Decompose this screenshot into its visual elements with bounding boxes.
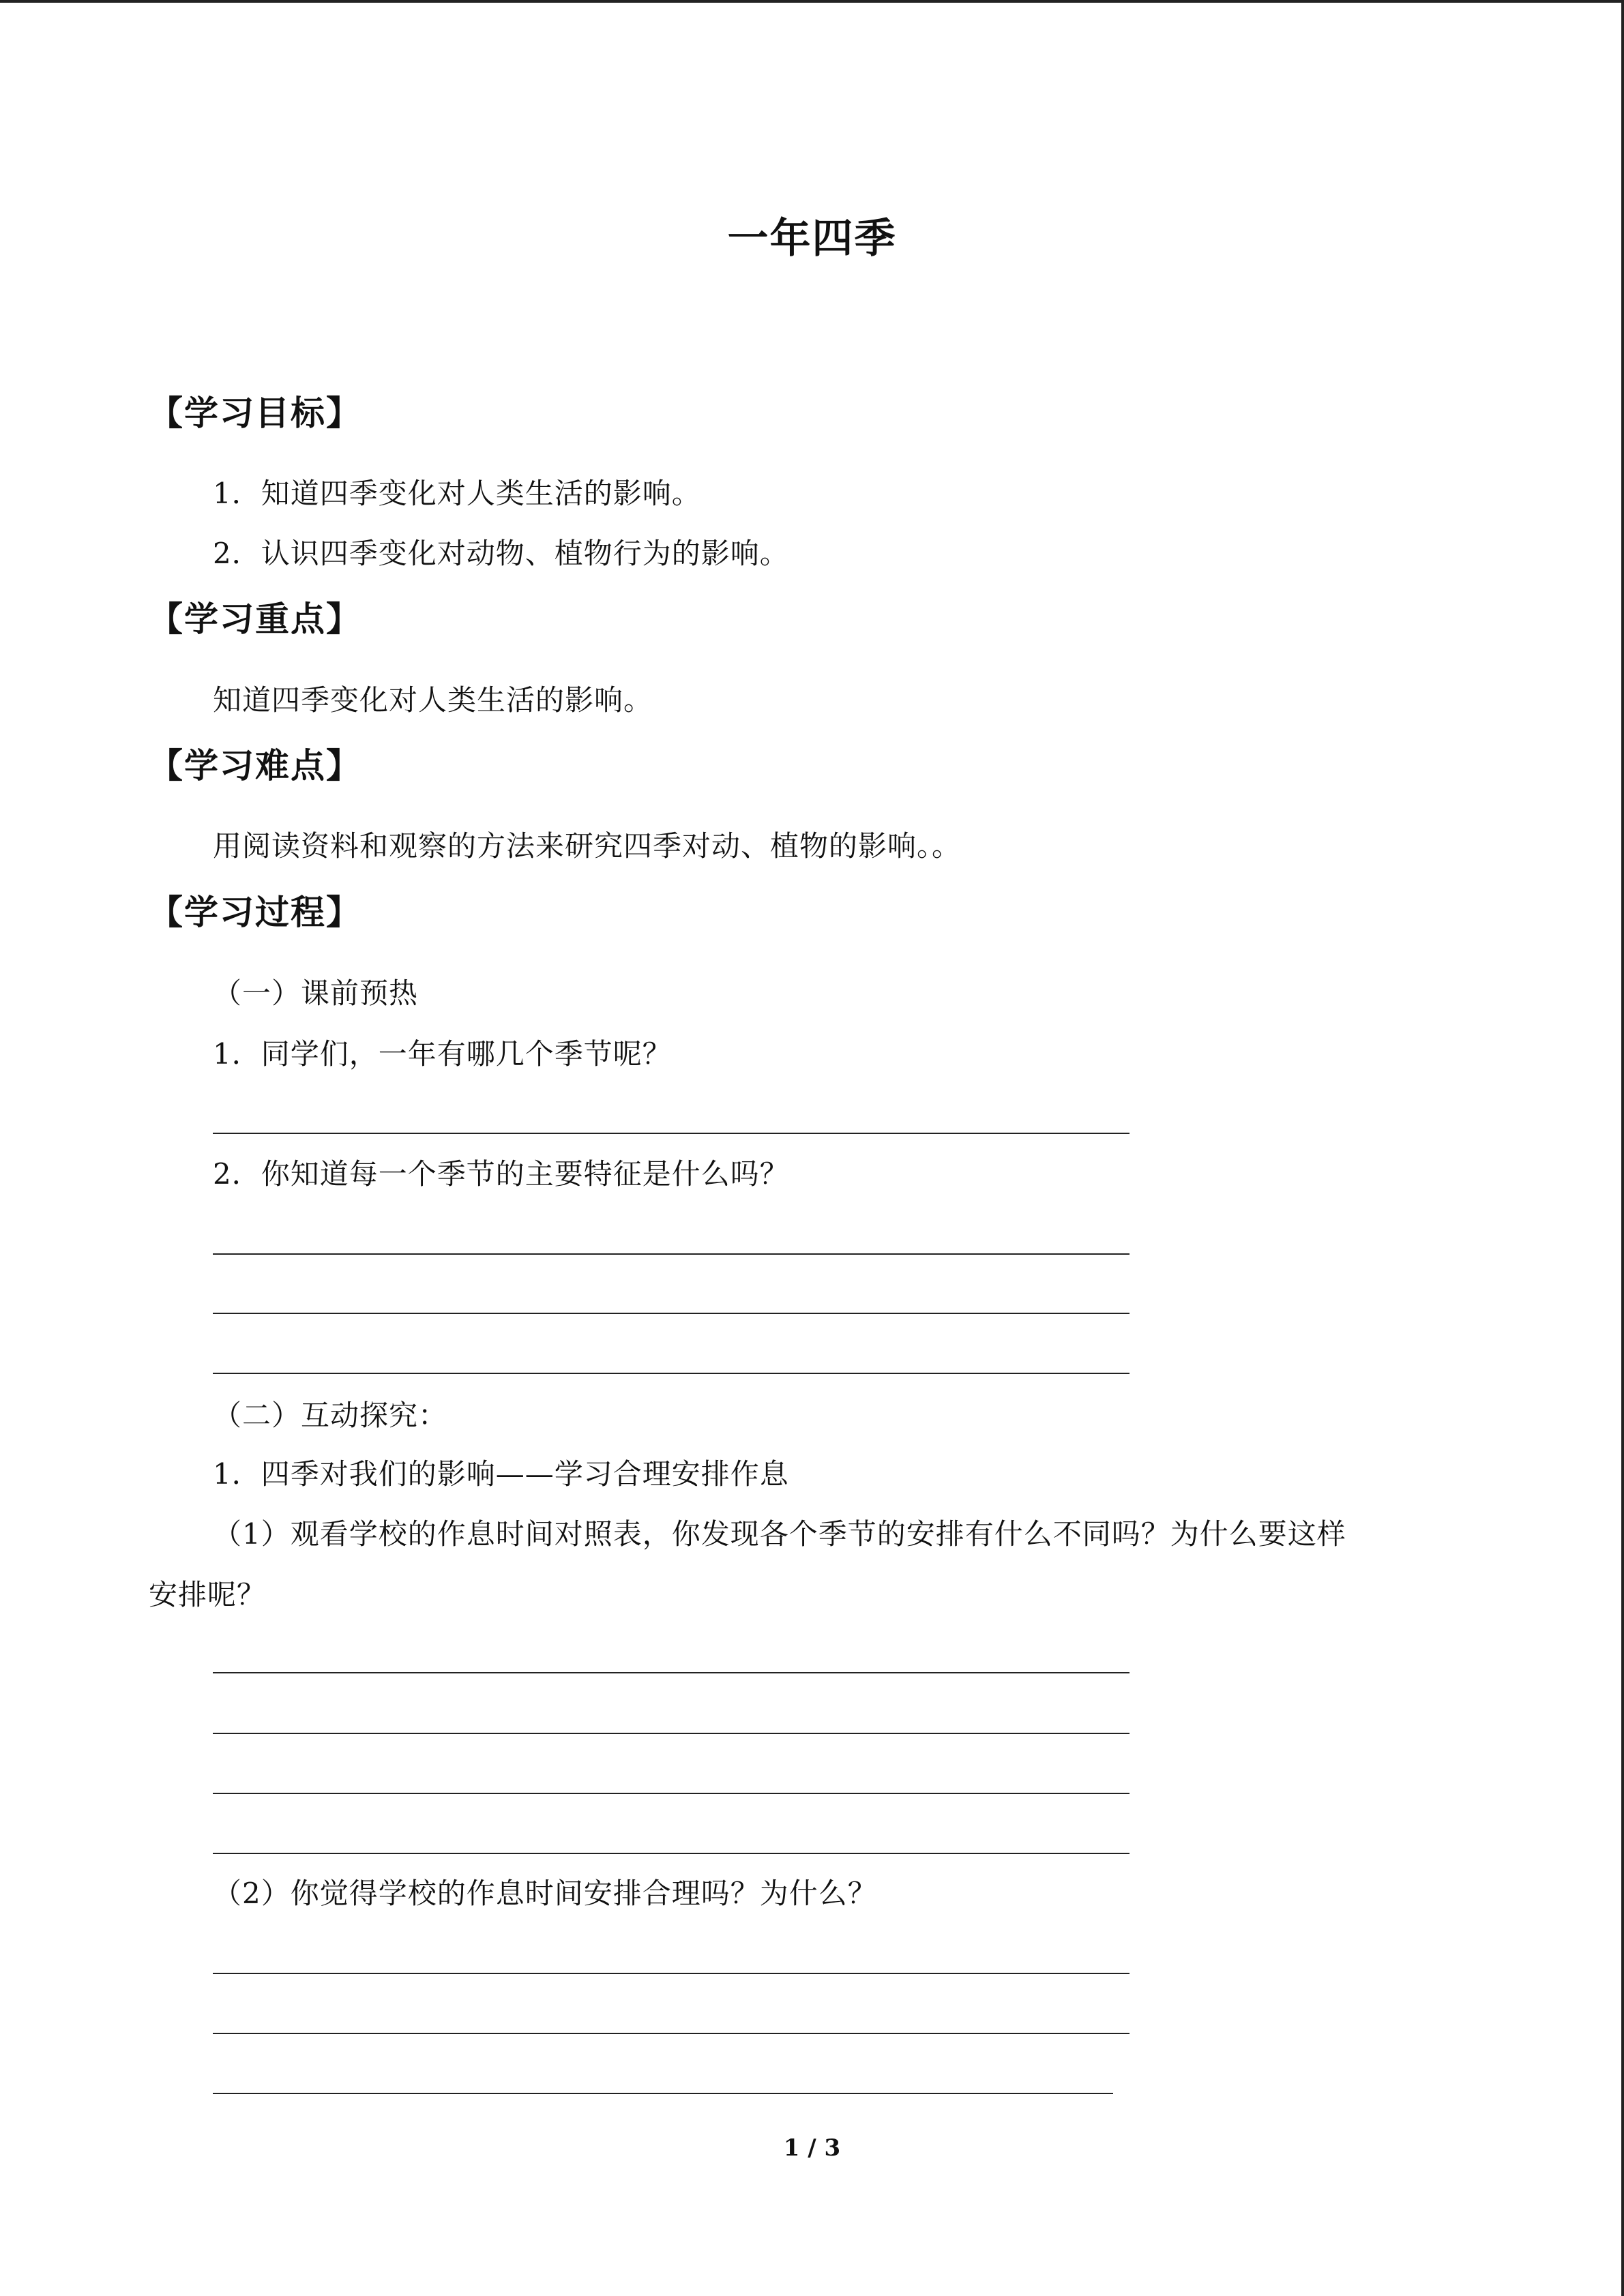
heading-learning-goals: 【学习目标】	[149, 393, 361, 433]
answer-line[interactable]	[213, 1733, 1130, 1734]
answer-line[interactable]	[213, 1133, 1130, 1134]
page-number: 1 / 3	[783, 2134, 841, 2162]
answer-line[interactable]	[213, 1313, 1130, 1314]
answer-line[interactable]	[213, 2033, 1130, 2034]
goal-item-1: 1．知道四季变化对人类生活的影响。	[213, 477, 701, 510]
page-right-border	[1621, 0, 1624, 2296]
key-points-text: 知道四季变化对人类生活的影响。	[213, 683, 653, 717]
answer-line[interactable]	[213, 1853, 1130, 1854]
part2-topic-1: 1．四季对我们的影响——学习合理安排作息	[213, 1457, 789, 1491]
difficulties-text: 用阅读资料和观察的方法来研究四季对动、植物的影响。。	[213, 829, 962, 863]
heading-difficulties: 【学习难点】	[149, 746, 361, 786]
answer-line[interactable]	[213, 1973, 1130, 1974]
part2-question-1-line-2: 安排呢？	[149, 1578, 267, 1611]
answer-line[interactable]	[213, 1672, 1130, 1673]
answer-line[interactable]	[213, 1253, 1130, 1255]
answer-line[interactable]	[213, 1793, 1130, 1794]
part2-question-1-line-1: （1）观看学校的作息时间对照表，你发现各个季节的安排有什么不同吗？为什么要这样	[213, 1517, 1346, 1551]
goal-item-2: 2．认识四季变化对动物、植物行为的影响。	[213, 537, 789, 570]
part1-label: （一）课前预热	[213, 976, 419, 1010]
part2-label: （二）互动探究：	[213, 1399, 448, 1432]
part2-question-2: （2）你觉得学校的作息时间安排合理吗？为什么？	[213, 1877, 877, 1910]
heading-learning-process: 【学习过程】	[149, 893, 361, 932]
part1-question-1: 1．同学们，一年有哪几个季节呢？	[213, 1037, 672, 1071]
page-top-border	[0, 0, 1624, 3]
page-title: 一年四季	[727, 215, 897, 263]
answer-line[interactable]	[213, 1373, 1130, 1374]
part1-question-2: 2．你知道每一个季节的主要特征是什么吗？	[213, 1157, 789, 1191]
heading-key-points: 【学习重点】	[149, 599, 361, 639]
answer-line[interactable]	[213, 2093, 1113, 2094]
